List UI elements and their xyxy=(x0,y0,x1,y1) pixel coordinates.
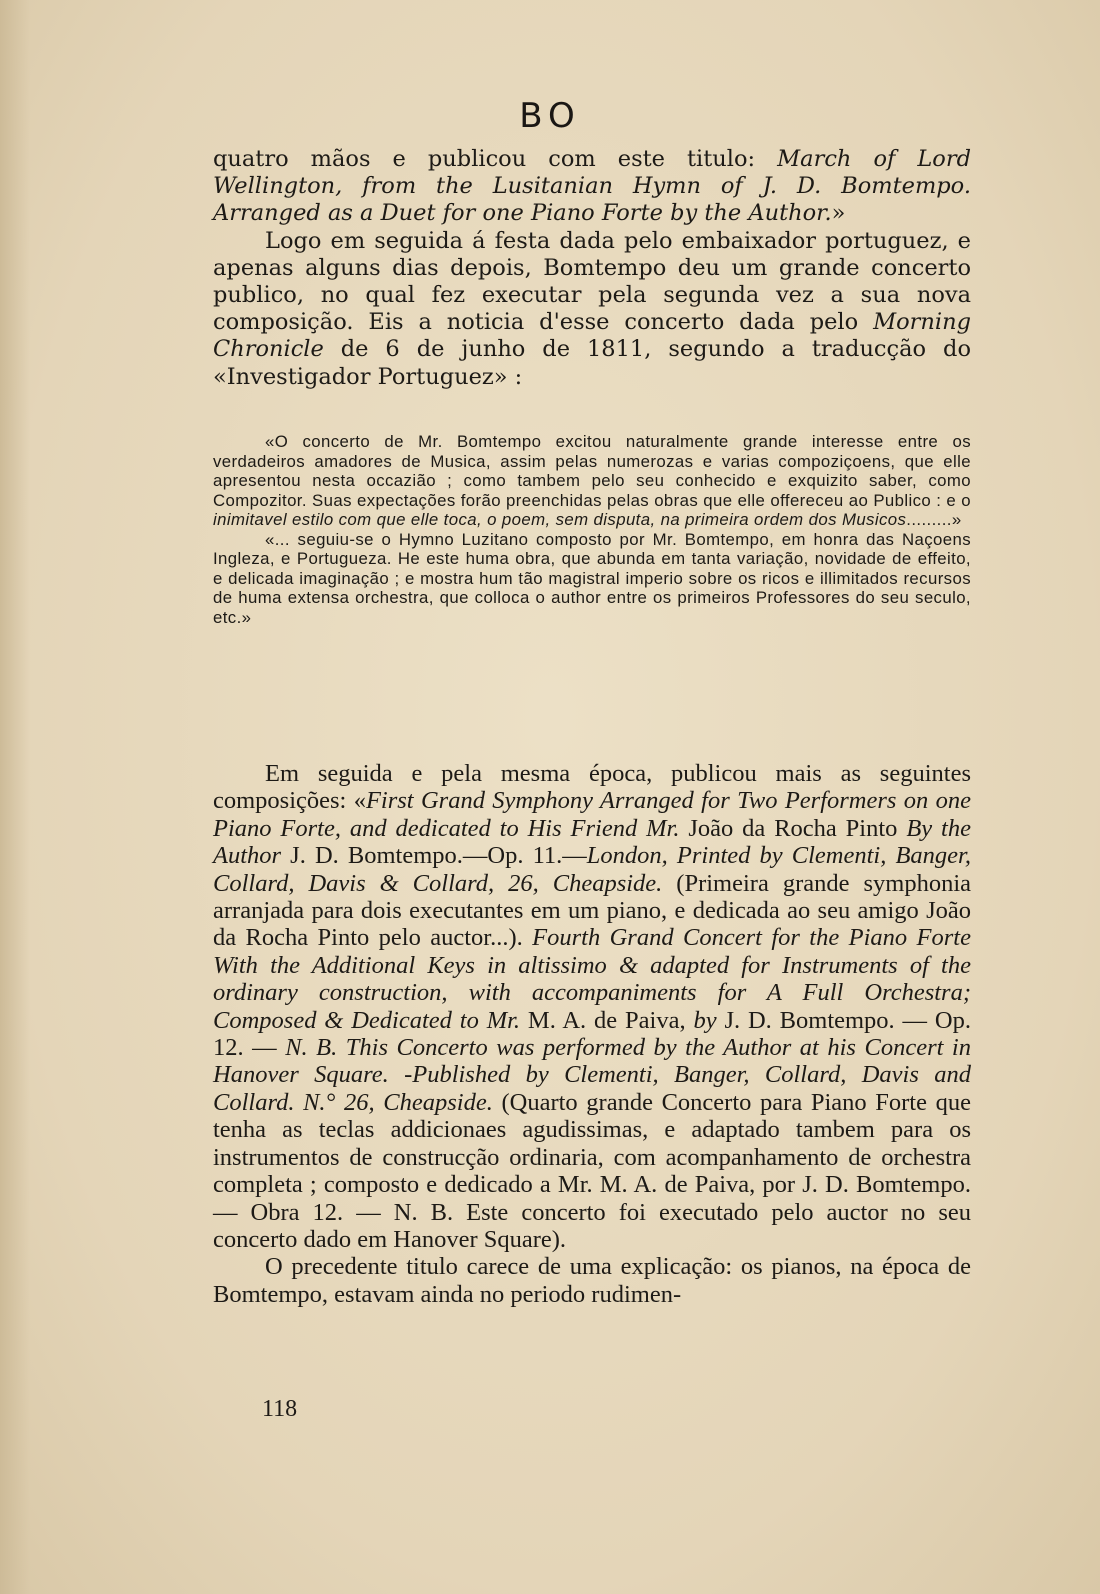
page-number: 118 xyxy=(262,1396,298,1422)
italic-title: Fourth Grand Concert for the Piano Forte With the Additional Keys in altissimo & adapted for Instruments of the ordinary construction, with accompaniments for A Full Orchestra; Composed & Dedicated to Mr. xyxy=(213,924,971,1034)
quote-paragraph xyxy=(213,432,971,530)
quote-paragraph: «... seguiu-se o Hymno Luzitano composto por Mr. Bomtempo, em honra das Naçoens Ingleza, e Portugueza. He este huma obra, que abunda em tanta variação, novidade de effeito, e delicada imaginação ; e mostra hum tão magistral imperio sobre os ricos e illimitados recursos de huma extensa orchestra, que colloca o author entre os primeiros Professores do seu seculo, etc.» xyxy=(213,529,971,627)
italic-title: N. B. This Concerto was performed by the Author at his Concert in Hanover Square. -Published by Clementi, Banger, Collard, Davis and Collard. N.° 26, Cheapside. xyxy=(213,1034,971,1116)
main-section xyxy=(213,760,971,1308)
gutter-shadow xyxy=(0,0,30,1594)
text: Em seguida e pela mesma época, publicou mais as seguintes composições: « xyxy=(213,760,971,815)
italic-title: March of Lord Wellington, from the Lusitanian Hymn of J. D. Bomtempo. Arranged as a Duet for one Piano Forte by the Author. xyxy=(213,146,971,227)
italic-phrase: inimitavel estilo com que elle toca, o poem, sem disputa, na primeira ordem dos Musicos xyxy=(213,510,907,529)
text: (Quarto grande Concerto para Piano Forte que tenha as teclas addicionaes agudissimas, e adaptado tambem para os instrumentos de construcção ordinaria, com acompanhamento de orchestra completa ; composto e dedicado a Mr. M. A. de Paiva, por J. D. Bomtempo. — Obra 12. — N. B. Este concerto foi executado pelo auctor no seu concerto dado em Hanover Square). xyxy=(213,1088,971,1253)
intro-paragraph xyxy=(213,146,971,228)
text: J. D. Bomtempo.—Op. 11.— xyxy=(281,842,587,870)
text: quatro mãos e publicou com este titulo: xyxy=(213,146,778,172)
text: Logo em seguida á festa dada pelo embaixador portuguez, e apenas alguns dias depois, Bomtempo deu um grande concerto publico, no qual fez executar pela segunda vez a sua nova composição. Eis a noticia d'esse concerto dada pelo xyxy=(213,227,971,336)
text: «O concerto de Mr. Bomtempo excitou naturalmente grande interesse entre os verdadeiros amadores de Musica, assim pelas numerozas e varias compoziçoens, que elle apresentou nesta occazião ; como tambem pelo seu conhecido e exquizito saber, como Compozitor. Suas expectações forão preenchidas pelas obras que elle offereceu ao Publico : e o xyxy=(213,432,971,510)
italic-title: by xyxy=(693,1006,717,1034)
main-paragraph xyxy=(213,760,971,1253)
italic-title: First Grand Symphony Arranged for Two Performers on one Piano Forte, and dedicated to His Friend Mr. xyxy=(213,787,971,842)
italic-title: London, Printed by Clementi, Banger, Collard, Davis & Collard, 26, Cheapside. xyxy=(213,842,971,897)
block-quote xyxy=(213,432,971,627)
text: J. D. Bomtempo. — Op. 12. — xyxy=(213,1006,971,1062)
intro-paragraph xyxy=(213,228,971,391)
text: M. A. de Paiva, xyxy=(520,1006,694,1034)
italic-title: Morning Chronicle xyxy=(213,309,971,363)
italic-title: By the Author xyxy=(213,814,971,870)
text: de 6 de junho de 1811, segundo a traducção do «Investigador Portuguez» : xyxy=(213,336,971,390)
text: » xyxy=(831,200,846,227)
text: .........» xyxy=(906,510,962,529)
main-paragraph: O precedente titulo carece de uma explicação: os pianos, na época de Bomtempo, estavam ainda no periodo rudimen- xyxy=(213,1253,971,1308)
intro-section xyxy=(213,146,971,391)
text: João da Rocha Pinto xyxy=(679,814,907,842)
text: (Primeira grande symphonia arranjada para dois executantes em um piano, e dedicada ao seu amigo João da Rocha Pinto pelo auctor...). xyxy=(213,869,972,952)
running-head: BO xyxy=(519,96,581,136)
